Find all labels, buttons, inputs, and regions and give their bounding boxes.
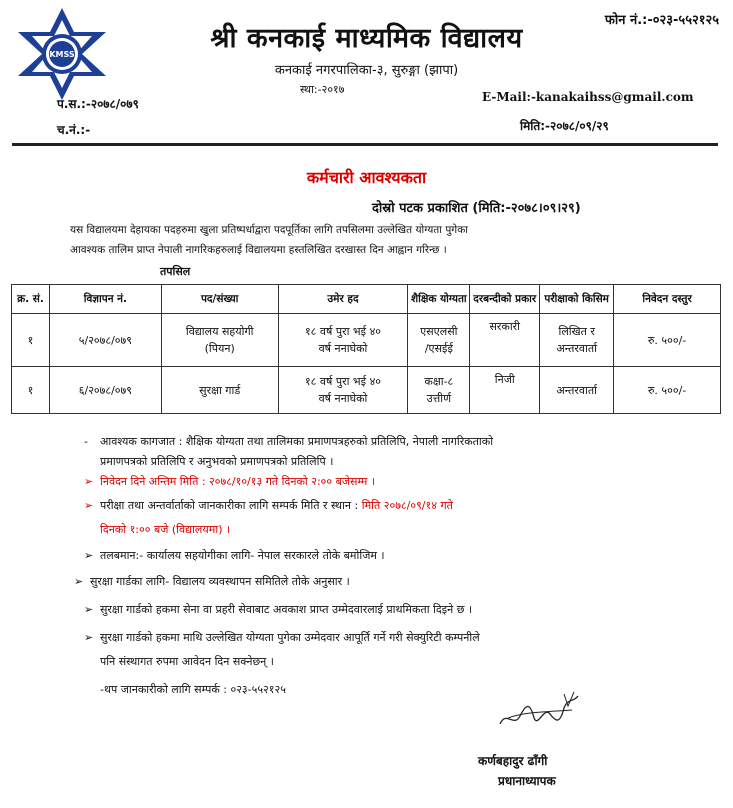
note-priority xyxy=(84,600,472,620)
note-text: तलबमान:- कार्यालय सहयोगीका लागि- नेपाल सरकारले तोके बमोजिम । xyxy=(100,549,385,562)
table-header-row xyxy=(12,285,721,314)
cell-age xyxy=(278,314,408,367)
logo-text: KMSS xyxy=(49,50,75,59)
school-address: कनकाई नगरपालिका-३, सुरुङ्गा (झापा) xyxy=(274,63,459,78)
cell-exam xyxy=(540,314,614,367)
exam-line: अन्तरवार्ता xyxy=(556,342,597,355)
note-security-company-cont: पनि संस्थागत रुपमा आवेदन दिन सक्नेछन् । xyxy=(100,655,274,668)
note-documents-cont: प्रमाणपत्रको प्रतिलिपि र अनुभवको प्रमाणपत्रको प्रतिलिपि । xyxy=(100,455,334,468)
edu-line: उत्तीर्ण xyxy=(426,392,452,405)
header-divider xyxy=(12,143,718,146)
cell-serial: १ xyxy=(12,367,50,414)
cell-type: सरकारी xyxy=(470,314,540,367)
cell-post: सुरक्षा गार्ड xyxy=(161,367,278,414)
cell-type: निजी xyxy=(470,367,540,414)
cell-post xyxy=(161,314,278,367)
col-header: पद/संख्या xyxy=(161,285,278,314)
note-text-highlight: मिति २०७८/०९/१४ गते xyxy=(361,499,453,512)
note-contact: -थप जानकारीको लागि सम्पर्क : ०२३-५५२१२५ xyxy=(100,683,286,696)
note-exam-cont: दिनको १:०० बजे (विद्यालयमा) । xyxy=(100,523,231,536)
signatory-name: कर्णबहादुर ढाँगी xyxy=(478,754,548,768)
edu-line: /एसईई xyxy=(424,342,453,355)
note-text: सुरक्षा गार्डका लागि- विद्यालय व्यवस्थापन समितिले तोके अनुसार । xyxy=(90,575,350,588)
email-address: E-Mail:-kanakaihss@gmail.com xyxy=(482,90,694,104)
cell-education xyxy=(408,314,470,367)
arrow-bullet-icon: ➢ xyxy=(74,575,84,588)
cell-fee: रु. ५००/- xyxy=(614,367,721,414)
phone-number: फोन नं.:-०२३-५५२१२५ xyxy=(604,13,719,28)
cell-age xyxy=(278,367,408,414)
chalani-number: च.नं.:- xyxy=(57,123,91,137)
cell-exam: अन्तरवार्ता xyxy=(540,367,614,414)
arrow-bullet-icon: ➢ xyxy=(84,631,94,644)
arrow-bullet-icon: ➢ xyxy=(84,475,94,488)
vacancy-table xyxy=(11,284,721,414)
note-exam xyxy=(84,496,453,516)
post-line: विद्यालय सहयोगी xyxy=(185,325,254,338)
col-header: दरबन्दीको प्रकार xyxy=(470,285,540,314)
edu-line: एसएलसी xyxy=(420,325,458,338)
col-header: निवेदन दस्तुर xyxy=(614,285,721,314)
school-name: श्री कनकाई माध्यमिक विद्यालय xyxy=(210,23,523,54)
edu-line: कक्षा-८ xyxy=(424,375,454,388)
note-documents xyxy=(84,432,493,452)
notice-intro xyxy=(70,220,660,260)
intro-line-2: आवश्यक तालिम प्राप्त नेपाली नागरिकहरुलाई विद्यालयमा हस्तलिखित दरखास्त दिन आह्वान गरिन्छ । xyxy=(70,244,447,256)
intro-line-1: यस विद्यालयमा देहायका पदहरुमा खुला प्रतिष्पर्धाद्वारा पदपूर्तिका लागि तपसिलमा उल्लेखित योग्यता पुगेका xyxy=(70,224,468,236)
exam-line: लिखित र xyxy=(558,325,595,338)
arrow-bullet-icon: ➢ xyxy=(84,499,94,512)
table-row xyxy=(12,314,721,367)
signatory-designation: प्रधानाध्यापक xyxy=(498,774,556,788)
col-header: शैक्षिक योग्यता xyxy=(408,285,470,314)
note-text: आवश्यक कागजात : शैक्षिक योग्यता तथा तालिमका प्रमाणपत्रहरुको प्रतिलिपि, नेपाली नागरिकताको xyxy=(100,435,494,448)
cell-ad-number: ५/२०७८/०७९ xyxy=(49,314,161,367)
tapasil-label: तपसिल xyxy=(160,265,191,278)
col-header: क्र. सं. xyxy=(12,285,50,314)
post-line: (पियन) xyxy=(204,342,235,355)
cell-education xyxy=(408,367,470,414)
arrow-bullet-icon: ➢ xyxy=(84,603,94,616)
patra-sankhya: प.स.:-२०७८/०७९ xyxy=(57,97,139,111)
note-text: परीक्षा तथा अन्तर्वार्ताको जानकारीका लागि सम्पर्क मिति र स्थान : xyxy=(100,499,359,512)
established-year: स्था:-२०१७ xyxy=(300,83,345,96)
age-line: वर्ष ननाघेको xyxy=(318,342,368,355)
age-line: १८ वर्ष पुरा भई ४० xyxy=(304,375,382,388)
age-line: वर्ष ननाघेको xyxy=(318,392,368,405)
letter-date: मिति:-२०७८/०९/२९ xyxy=(520,119,609,133)
notice-subtitle: दोस्रो पटक प्रकाशित (मिति:-२०७८।०९।२९) xyxy=(372,201,581,216)
note-salary xyxy=(84,546,385,566)
table-row xyxy=(12,367,721,414)
col-header: उमेर हद xyxy=(278,285,408,314)
note-text: सुरक्षा गार्डको हकमा माथि उल्लेखित योग्यता पुगेका उम्मेदवार आपूर्ति गर्ने गरी सेक्युरिटी कम्पनीले xyxy=(100,631,480,644)
signature xyxy=(494,688,584,738)
dash-bullet: - xyxy=(84,435,88,448)
notice-title: कर्मचारी आवश्यकता xyxy=(306,168,427,187)
age-line: १८ वर्ष पुरा भई ४० xyxy=(304,325,382,338)
cell-serial: १ xyxy=(12,314,50,367)
note-text: सुरक्षा गार्डको हकमा सेना वा प्रहरी सेवाबाट अवकाश प्राप्त उम्मेदवारलाई प्राथमिकता दिइने छ । xyxy=(100,603,473,616)
note-deadline xyxy=(84,472,375,492)
col-header: परीक्षाको किसिम xyxy=(540,285,614,314)
note-text: निवेदन दिने अन्तिम मिति : २०७८/१०/१३ गते दिनको २:०० बजेसम्म । xyxy=(100,475,376,488)
cell-fee: रु. ५००/- xyxy=(614,314,721,367)
cell-ad-number: ६/२०७८/०७९ xyxy=(49,367,161,414)
col-header: विज्ञापन नं. xyxy=(49,285,161,314)
note-guard-salary xyxy=(74,572,350,592)
note-security-company xyxy=(84,628,480,648)
arrow-bullet-icon: ➢ xyxy=(84,549,94,562)
